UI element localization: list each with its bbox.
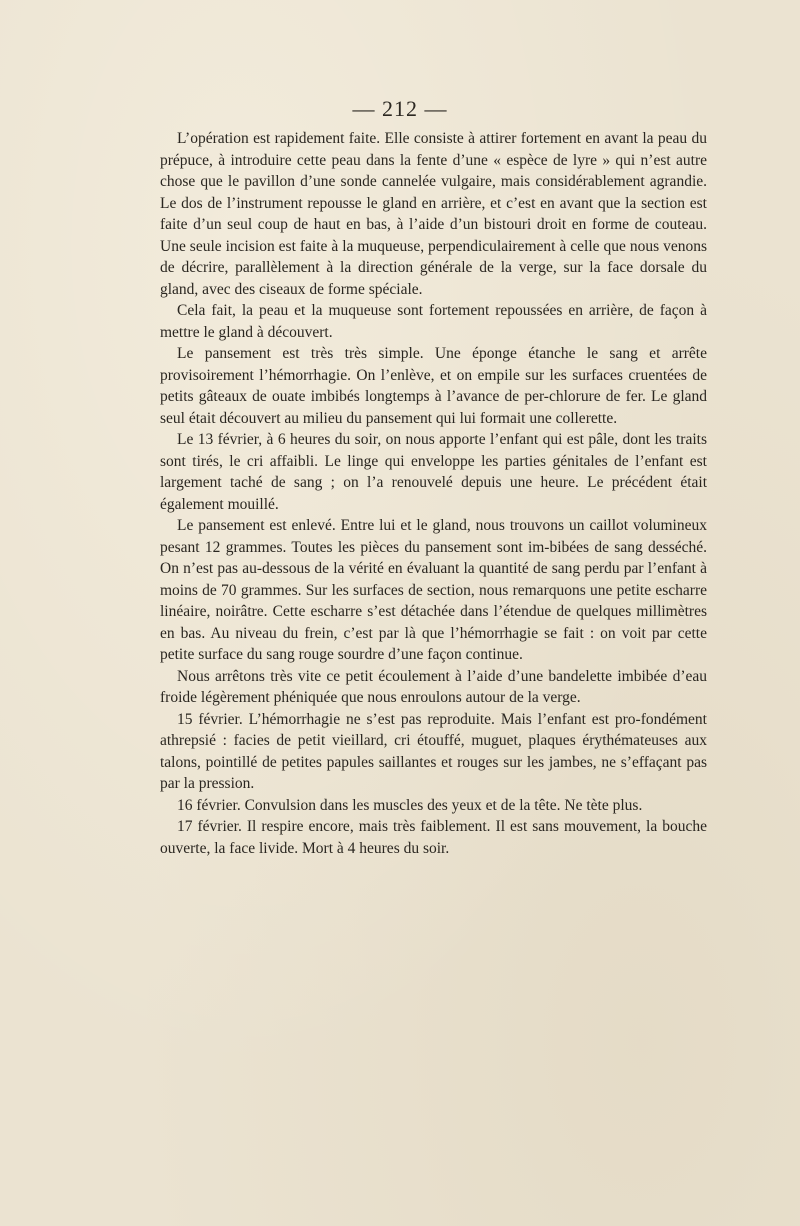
paragraph: L’opération est rapidement faite. Elle consiste à attirer fortement en avant la peau du prépuce, à introduire cette peau dans la fente d’une « espèce de lyre » qui n’est autre chose que le pavillon d’une sonde cannelée vulgaire, mais considérablement agrandie. Le dos de l’instrument repousse le gland en arrière, et c’est en avant que la section est faite d’un seul coup de haut en bas, à l’aide d’un bistouri droit en forme de couteau. Une seule incision est faite à la muqueuse, perpendiculairement à celle que nous venons de décrire, parallèlement à la direction générale de la verge, sur la face dorsale du gland, avec des ciseaux de forme spéciale. [160,130,707,298]
paragraph: 17 février. Il respire encore, mais très faiblement. Il est sans mouvement, la bouche ouverte, la face livide. Mort à 4 heures du soir. [160,818,707,857]
paragraph: Le 13 février, à 6 heures du soir, on nous apporte l’enfant qui est pâle, dont les traits sont tirés, le cri affaibli. Le linge qui enveloppe les parties génitales de l’enfant est largement taché de sang ; on l’a renouvelé depuis une heure. Le précédent était également mouillé. [160,431,707,513]
paragraph: 15 février. L’hémorrhagie ne s’est pas reproduite. Mais l’enfant est pro-fondément athrepsié : facies de petit vieillard, cri étouffé, muguet, plaques érythémateuses aux talons, pointillé de petites papules saillantes et rouges sur les jambes, ne s’effaçant pas par la pression. [160,710,707,792]
body-text [160,128,707,859]
paragraph: Le pansement est enlevé. Entre lui et le gland, nous trouvons un caillot volumineux pesant 12 grammes. Toutes les pièces du pansement sont im-bibées de sang desséché. On n’est pas au-dessous de la vérité en évaluant la quantité de sang perdu par l’enfant à moins de 70 grammes. Sur les surfaces de section, nous remarquons une petite escharre linéaire, noirâtre. Cette escharre s’est détachée dans l’étendue de quelques millimètres en bas. Au niveau du frein, c’est par là que l’hémorrhagie se fait : on voit par cette petite surface du sang rouge sourdre d’une façon continue. [160,517,707,663]
paragraph: 16 février. Convulsion dans les muscles des yeux et de la tête. Ne tète plus. [177,796,643,814]
paragraph: Cela fait, la peau et la muqueuse sont fortement repoussées en arrière, de façon à mettre le gland à découvert. [160,302,707,341]
paragraph: Nous arrêtons très vite ce petit écoulement à l’aide d’une bandelette imbibée d’eau froide légèrement phéniquée que nous enroulons autour de la verge. [160,667,707,706]
paragraph: Le pansement est très très simple. Une éponge étanche le sang et arrête provisoirement l’hémorrhagie. On l’enlève, et on empile sur les surfaces cruentées de petits gâteaux de ouate imbibés longtemps à l’avance de per-chlorure de fer. Le gland seul était découvert au milieu du pansement qui lui formait une collerette. [160,345,707,427]
page-number: — 212 — [352,96,448,121]
